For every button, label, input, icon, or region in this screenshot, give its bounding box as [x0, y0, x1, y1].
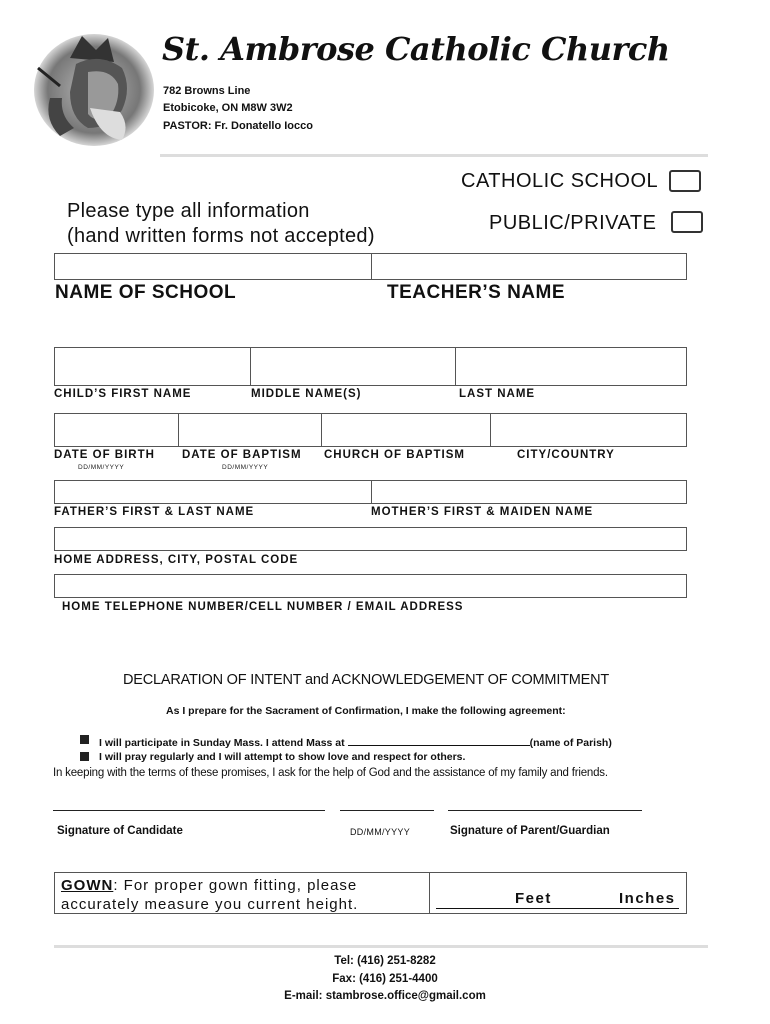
- gown-instructions: [61, 876, 358, 914]
- mother-name-label: MOTHER’S FIRST & MAIDEN NAME: [371, 506, 594, 518]
- catholic-school-checkbox[interactable]: [669, 170, 701, 192]
- church-of-baptism-field[interactable]: [321, 414, 489, 446]
- gown-title: GOWN: [61, 877, 114, 894]
- father-name-label: FATHER’S FIRST & LAST NAME: [54, 506, 255, 518]
- bullet-icon: [80, 752, 89, 761]
- city-country-field[interactable]: [490, 414, 686, 446]
- child-first-name-field[interactable]: [55, 348, 249, 385]
- instruction-line1: Please type all information: [67, 200, 310, 222]
- teacher-name-field[interactable]: [371, 254, 686, 279]
- public-private-checkbox[interactable]: [671, 211, 703, 233]
- address-line2: Etobicoke, ON M8W 3W2: [163, 102, 293, 114]
- footer-fax: Fax: (416) 251-4400: [332, 973, 438, 985]
- footer-email[interactable]: E-mail: stambrose.office@gmail.com: [284, 990, 486, 1002]
- inches-label: Inches: [619, 890, 676, 907]
- footer-divider: [54, 945, 708, 948]
- child-first-name-label: CHILD’S FIRST NAME: [54, 388, 192, 400]
- instruction-line2: (hand written forms not accepted): [67, 225, 375, 247]
- date-of-birth-field[interactable]: [55, 414, 177, 446]
- church-of-baptism-label: CHURCH OF BAPTISM: [324, 449, 465, 461]
- pastor-line: PASTOR: Fr. Donatello Iocco: [163, 120, 313, 132]
- middle-names-field[interactable]: [250, 348, 454, 385]
- parish-name-hint: (name of Parish): [529, 737, 612, 749]
- header-divider: [160, 154, 708, 157]
- mother-name-field[interactable]: [371, 481, 686, 503]
- father-name-field[interactable]: [55, 481, 370, 503]
- date-of-baptism-format: DD/MM/YYYY: [222, 464, 269, 471]
- parish-name-blank[interactable]: [348, 734, 530, 746]
- last-name-field[interactable]: [455, 348, 686, 385]
- date-of-birth-label: DATE OF BIRTH: [54, 449, 155, 461]
- teacher-name-label: TEACHER’S NAME: [387, 282, 566, 303]
- parent-signature-line[interactable]: [448, 810, 642, 811]
- declaration-closing: In keeping with the terms of these promises, I ask for the help of God and the assistance of my family and friends.: [53, 767, 608, 779]
- school-name-field[interactable]: [55, 254, 370, 279]
- declaration-title: DECLARATION OF INTENT and ACKNOWLEDGEMENT OF COMMITMENT: [123, 672, 610, 688]
- city-country-label: CITY/COUNTRY: [517, 449, 615, 461]
- declaration-item1: [99, 734, 612, 749]
- gown-text-line2: accurately measure you current height.: [61, 896, 359, 913]
- date-of-baptism-field[interactable]: [178, 414, 320, 446]
- bullet-icon: [80, 735, 89, 744]
- middle-names-label: MIDDLE NAME(S): [251, 388, 362, 400]
- school-name-label: NAME OF SCHOOL: [55, 282, 237, 303]
- last-name-label: LAST NAME: [459, 388, 536, 400]
- contact-field[interactable]: [54, 574, 687, 598]
- saint-ambrose-portrait-logo: [30, 28, 158, 150]
- footer-tel: Tel: (416) 251-8282: [334, 955, 436, 967]
- declaration-intro: As I prepare for the Sacrament of Confirmation, I make the following agreement:: [166, 705, 566, 717]
- declaration-item1-text: I will participate in Sunday Mass. I attend Mass at: [99, 737, 345, 749]
- contact-label: HOME TELEPHONE NUMBER/CELL NUMBER / EMAIL ADDRESS: [62, 601, 464, 613]
- feet-label: Feet: [515, 890, 552, 907]
- date-signature-line[interactable]: [340, 810, 434, 811]
- parent-signature-label: Signature of Parent/Guardian: [450, 825, 610, 837]
- public-private-label: PUBLIC/PRIVATE: [489, 212, 657, 234]
- address-line1: 782 Browns Line: [163, 85, 251, 97]
- candidate-signature-line[interactable]: [53, 810, 325, 811]
- declaration-item2: I will pray regularly and I will attempt to show love and respect for others.: [99, 751, 466, 763]
- home-address-field[interactable]: [54, 527, 687, 551]
- gown-text-line1: : For proper gown fitting, please: [113, 877, 358, 894]
- date-format-label: DD/MM/YYYY: [350, 827, 411, 837]
- date-of-baptism-label: DATE OF BAPTISM: [182, 449, 302, 461]
- candidate-signature-label: Signature of Candidate: [57, 825, 183, 837]
- home-address-label: HOME ADDRESS, CITY, POSTAL CODE: [54, 554, 299, 566]
- date-of-birth-format: DD/MM/YYYY: [78, 464, 125, 471]
- church-name: St. Ambrose Catholic Church: [162, 30, 670, 68]
- catholic-school-label: CATHOLIC SCHOOL: [461, 170, 659, 192]
